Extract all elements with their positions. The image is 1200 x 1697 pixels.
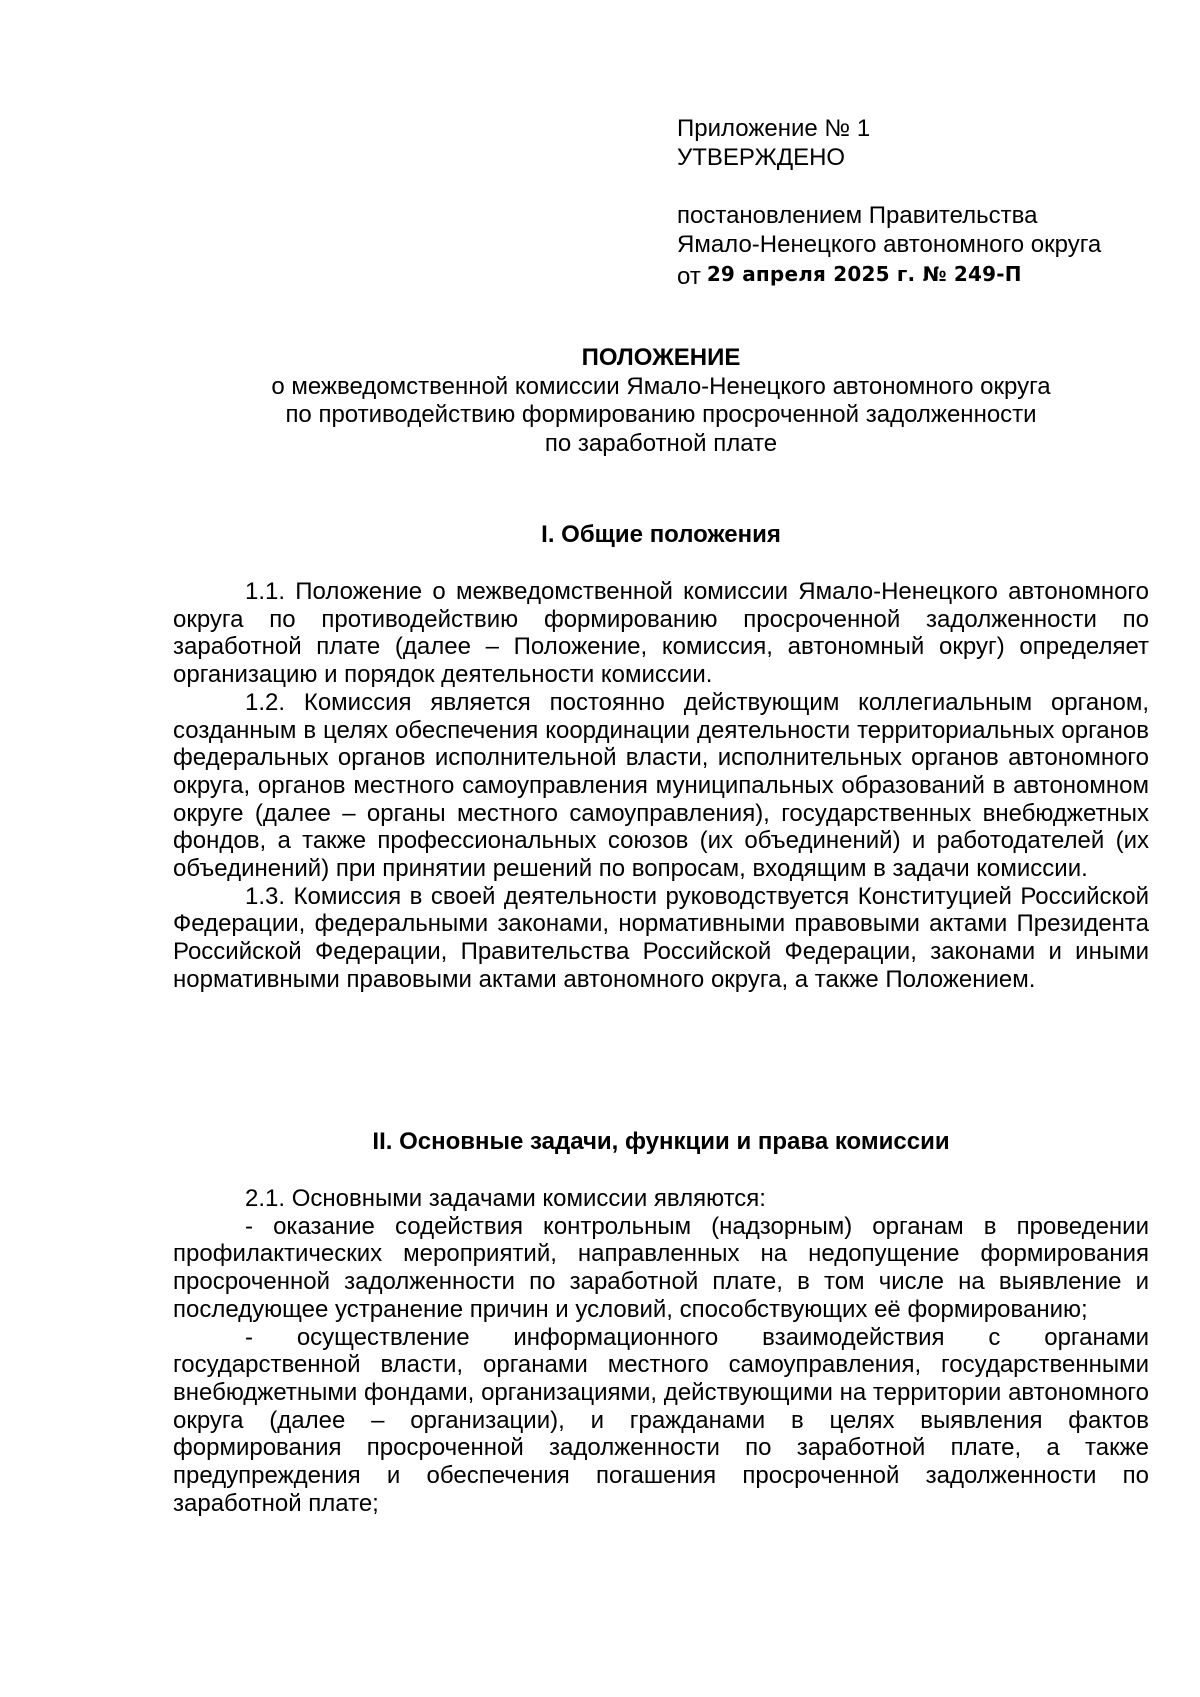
appendix-label: Приложение № 1 xyxy=(677,115,871,142)
date-prefix: от xyxy=(677,263,701,290)
approved-label: УТВЕРЖДЕНО xyxy=(677,144,846,171)
section-2-heading: II. Основные задачи, функции и права комиссии xyxy=(372,1128,950,1155)
paragraph-2-1: 2.1. Основными задачами комиссии являются: xyxy=(245,1185,766,1212)
date-stamp: 29 апреля 2025 г. № 249-П xyxy=(706,262,1022,286)
section-2-body xyxy=(173,1185,1149,1517)
approval-resolution-line: постановлением Правительства xyxy=(677,202,1038,229)
document-title-block xyxy=(173,344,1149,458)
document-subtitle-line1: о межведомственной комиссии Ямало-Ненецкого автономного округа xyxy=(271,372,1051,400)
approval-date-row xyxy=(677,259,1147,291)
approval-spacer xyxy=(677,172,1147,201)
paragraph-1-3: 1.3. Комиссия в своей деятельности руководствуется Конституцией Российской Федерации, федеральными законами, нормативными правовыми актами Президента Российской Федерации, Правительства Российской Федерации, законами и иными нормативными правовыми актами автономного округа, а также Положением. xyxy=(173,882,1149,993)
approval-block xyxy=(677,114,1147,291)
document-title: ПОЛОЖЕНИЕ xyxy=(581,344,741,371)
paragraph-1-2: 1.2. Комиссия является постоянно действующим коллегиальным органом, созданным в целях обеспечения координации деятельности территориальных органов федеральных органов исполнительной власти, исполнительных органов автономного округа, органов местного самоуправления муниципальных образований в автономном округе (далее – органы местного самоуправления), государственных внебюджетных фондов, а также профессиональных союзов (их объединений) и работодателей (их объединений) при принятии решений по вопросам, входящим в задачи комиссии. xyxy=(173,688,1149,883)
section-1-body xyxy=(173,578,1149,994)
list-item-task-2: - осуществление информационного взаимодействия с органами государственной власти, органами местного самоуправления, государственными внебюджетными фондами, организациями, действующими на территории автономного округа (далее – организации), и гражданами в целях выявления фактов формирования просроченной задолженности по заработной плате, а также предупреждения и обеспечения погашения просроченной задолженности по заработной плате; xyxy=(173,1323,1149,1517)
paragraph-1-1: 1.1. Положение о межведомственной комиссии Ямало-Ненецкого автономного округа по противодействию формированию просроченной задолженности по заработной плате (далее – Положение, комиссия, автономный округ) определяет организацию и порядок деятельности комиссии. xyxy=(173,578,1149,689)
document-subtitle-line2: по противодействию формированию просроченной задолженности xyxy=(285,401,1037,428)
document-subtitle-line3: по заработной плате xyxy=(544,429,778,457)
list-item-task-1: - оказание содействия контрольным (надзорным) органам в проведении профилактических мероприятий, направленных на недопущение формирования просроченной задолженности по заработной плате, в том числе на выявление и последующее устранение причин и условий, способствующих её формированию; xyxy=(173,1212,1149,1323)
section-1-heading: I. Общие положения xyxy=(541,521,781,548)
approval-region-line: Ямало-Ненецкого автономного округа xyxy=(677,231,1102,258)
